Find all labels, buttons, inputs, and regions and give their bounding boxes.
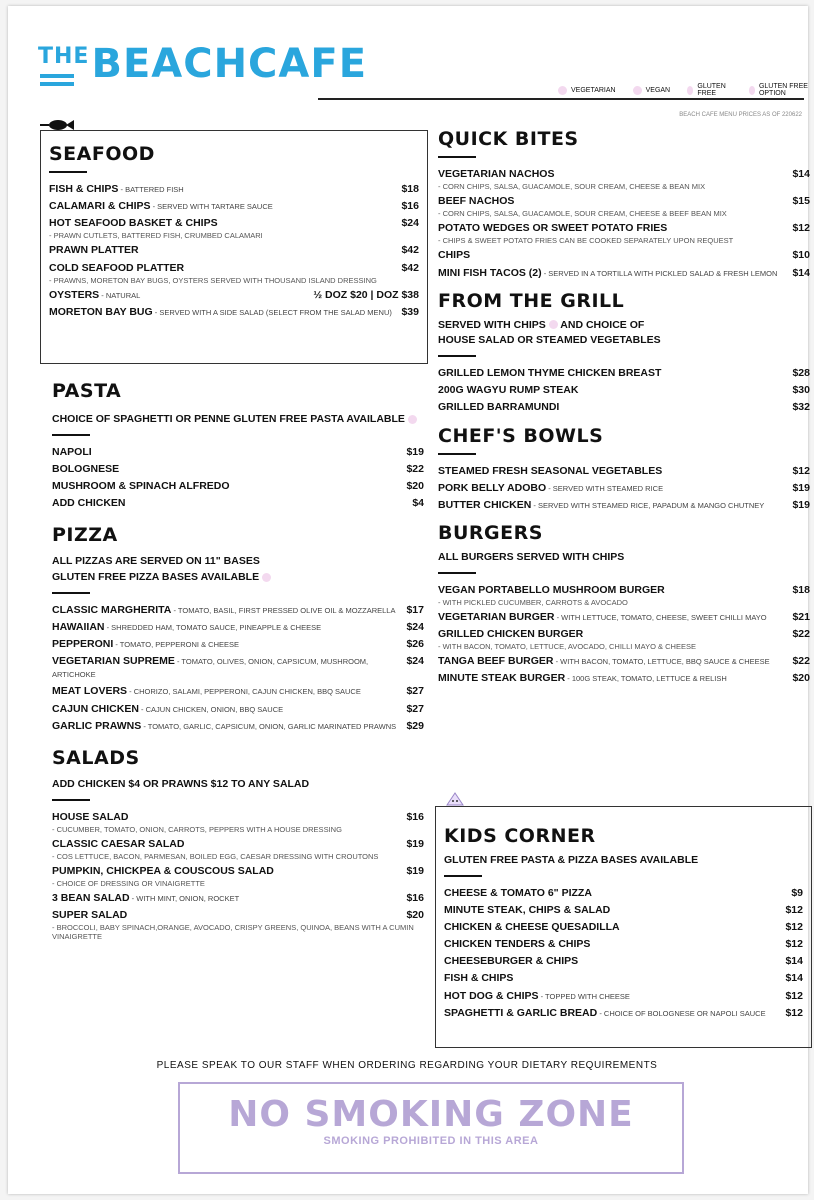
legend-vegetarian: VEGETARIAN: [555, 83, 616, 97]
menu-item: [438, 249, 810, 262]
item-name: HAWAIIAN: [52, 620, 105, 633]
item-name: PORK BELLY ADOBO: [438, 481, 547, 494]
quick-bites-list: [438, 168, 810, 280]
item-price: $19: [406, 837, 424, 850]
divider: [52, 434, 90, 436]
item-price: $16: [406, 891, 424, 904]
dietary-legend: [555, 83, 814, 97]
menu-item: [52, 865, 424, 888]
menu-item: [49, 262, 419, 285]
item-name: HOUSE SALAD: [52, 810, 129, 823]
item-price: $17: [406, 603, 424, 616]
pizza-list: [52, 604, 424, 733]
seafood-section: [40, 130, 428, 364]
item-description: - WITH LETTUCE, TOMATO, CHEESE, SWEET CHILLI MAYO: [554, 612, 767, 622]
divider: [444, 875, 482, 877]
item-price: $27: [406, 685, 424, 698]
item-name: BEEF NACHOS: [438, 195, 515, 208]
pasta-list: [52, 446, 424, 511]
menu-item: [49, 183, 419, 196]
menu-item: [52, 638, 424, 651]
item-description: - CAJUN CHICKEN, ONION, BBQ SAUCE: [138, 704, 284, 714]
item-description: - SERVED IN A TORTILLA WITH PICKLED SALAD & FRESH LEMON: [541, 268, 778, 278]
item-name: COLD SEAFOOD PLATTER: [49, 261, 185, 274]
item-price: $22: [406, 462, 424, 475]
divider: [52, 592, 90, 594]
menu-item: [438, 465, 810, 478]
vegetarian-dot-icon: [558, 86, 567, 95]
item-name: MINI FISH TACOS (2): [438, 266, 542, 279]
item-name: BOLOGNESE: [52, 462, 120, 475]
item-name: MINUTE STEAK, CHIPS & SALAD: [444, 903, 611, 916]
kids-section: [435, 806, 812, 1048]
item-name: OYSTERS: [49, 288, 100, 301]
item-price: $24: [406, 620, 424, 633]
item-subtext: - COS LETTUCE, BACON, PARMESAN, BOILED EGG, CAESAR DRESSING WITH CROUTONS: [52, 851, 379, 861]
item-price: $22: [792, 655, 810, 667]
item-description: - SERVED WITH STEAMED RICE: [546, 483, 664, 493]
item-description: - SERVED WITH A SIDE SALAD (SELECT FROM THE SALAD MENU): [152, 307, 392, 317]
menu-item: [438, 222, 810, 245]
menu-item: [444, 1007, 803, 1020]
item-price: $14: [792, 266, 810, 279]
item-name: SUPER SALAD: [52, 909, 128, 921]
item-name: VEGETARIAN BURGER: [438, 610, 555, 623]
kids-list: [444, 887, 803, 1020]
menu-item: [438, 367, 810, 380]
legend-gluten-free: GLUTEN FREE: [684, 83, 731, 97]
item-description: - CHOICE OF BOLOGNESE OR NAPOLI SAUCE: [597, 1008, 766, 1018]
menu-item: [52, 480, 424, 493]
item-price: ½ DOZ $20 | DOZ $38: [313, 288, 419, 301]
menu-item: [52, 892, 424, 905]
item-description: - SHREDDED HAM, TOMATO SAUCE, PINEAPPLE & CHEESE: [104, 622, 322, 632]
item-name: 200G WAGYU RUMP STEAK: [438, 384, 579, 397]
menu-item: [52, 604, 424, 617]
item-subtext: - WITH PICKLED CUCUMBER, CARROTS & AVOCADO: [438, 597, 628, 607]
bowls-title: CHEF'S BOWLS: [438, 424, 604, 447]
menu-item: [52, 497, 424, 510]
salads-list: [52, 811, 424, 942]
item-subtext: - CHOICE OF DRESSING OR VINAIGRETTE: [52, 878, 205, 888]
item-name: CLASSIC MARGHERITA: [52, 603, 172, 616]
item-subtext: - CORN CHIPS, SALSA, GUACAMOLE, SOUR CREAM, CHEESE & BEEF BEAN MIX: [438, 209, 727, 219]
no-smoking-subtitle: SMOKING PROHIBITED IN THIS AREA: [323, 1135, 539, 1147]
item-price: $19: [406, 445, 424, 458]
item-price: $32: [792, 401, 810, 414]
divider: [438, 156, 476, 158]
divider: [438, 453, 476, 455]
item-description: - TOMATO, OLIVES, ONION, CAPSICUM, MUSHROOM, ARTICHOKE: [52, 657, 369, 680]
item-price: $19: [792, 498, 810, 511]
item-price: $15: [792, 195, 810, 208]
dietary-note: PLEASE SPEAK TO OUR STAFF WHEN ORDERING REGARDING YOUR DIETARY REQUIREMENTS: [156, 1060, 658, 1071]
header-rule: [318, 98, 804, 100]
item-name: CAJUN CHICKEN: [52, 702, 139, 715]
item-name: POTATO WEDGES OR SWEET POTATO FRIES: [438, 222, 668, 235]
item-price: $29: [406, 719, 424, 732]
menu-item: [438, 482, 810, 495]
item-price: $39: [401, 305, 419, 318]
menu-item: [52, 463, 424, 476]
item-price: $12: [792, 222, 810, 235]
price-note: BEACH CAFE MENU PRICES AS OF 220622: [679, 112, 802, 118]
menu-item: [52, 811, 424, 834]
item-subtext: - CUCUMBER, TOMATO, ONION, CARROTS, PEPPERS WITH A HOUSE DRESSING: [52, 824, 342, 834]
quick-bites-title: QUICK BITES: [438, 128, 579, 150]
item-price: $42: [401, 261, 419, 274]
item-price: $10: [792, 249, 810, 262]
item-name: MEAT LOVERS: [52, 685, 128, 698]
item-name: GARLIC PRAWNS: [52, 719, 142, 732]
pasta-title: PASTA: [52, 380, 122, 402]
menu-item: [438, 499, 810, 512]
kids-intro: GLUTEN FREE PASTA & PIZZA BASES AVAILABLE: [444, 854, 699, 866]
item-price: $12: [785, 989, 803, 1002]
item-price: $27: [406, 702, 424, 715]
menu-item: [444, 887, 803, 900]
item-name: GRILLED LEMON THYME CHICKEN BREAST: [438, 367, 662, 380]
item-price: $14: [792, 168, 810, 180]
item-name: HOT DOG & CHIPS: [444, 989, 539, 1002]
item-price: $18: [401, 183, 419, 195]
menu-item: [49, 244, 419, 257]
item-name: FISH & CHIPS: [49, 183, 119, 195]
menu-item: [438, 384, 810, 397]
item-price: $9: [791, 886, 803, 899]
item-price: $30: [792, 384, 810, 397]
menu-item: [444, 938, 803, 951]
item-name: CHICKEN TENDERS & CHIPS: [444, 938, 591, 951]
item-name: MUSHROOM & SPINACH ALFREDO: [52, 480, 230, 492]
item-price: $12: [785, 903, 803, 916]
item-price: $12: [785, 1006, 803, 1019]
item-subtext: - BROCCOLI, BABY SPINACH,ORANGE, AVOCADO, CRISPY GREENS, QUINOA, BEANS WITH A CUMIN VINAIGRETTE: [52, 923, 414, 942]
item-name: CALAMARI & CHIPS: [49, 200, 151, 213]
menu-item: [444, 972, 803, 985]
item-description: - SERVED WITH STEAMED RICE, PAPADUM & MANGO CHUTNEY: [531, 500, 765, 510]
item-description: - TOPPED WITH CHEESE: [538, 991, 630, 1001]
pizza-title: PIZZA: [52, 524, 118, 547]
grill-title: FROM THE GRILL: [438, 289, 625, 312]
item-price: $20: [406, 909, 424, 921]
item-name: PRAWN PLATTER: [49, 244, 139, 257]
menu-item: [52, 621, 424, 634]
menu-item: [444, 921, 803, 934]
item-description: - 100G STEAK, TOMATO, LETTUCE & RELISH: [565, 674, 727, 684]
item-price: $21: [792, 610, 810, 623]
item-name: CHIPS: [438, 249, 471, 262]
menu-item: [444, 990, 803, 1003]
burgers-intro: ALL BURGERS SERVED WITH CHIPS: [438, 550, 625, 563]
item-subtext: - CHIPS & SWEET POTATO FRIES CAN BE COOKED SEPARATELY UPON REQUEST: [438, 236, 734, 246]
menu-item: [49, 289, 419, 302]
divider: [52, 799, 90, 801]
item-price: $14: [785, 972, 803, 985]
item-name: CHEESEBURGER & CHIPS: [444, 955, 579, 968]
item-name: BUTTER CHICKEN: [438, 498, 532, 511]
item-price: $24: [406, 655, 424, 668]
divider: [438, 572, 476, 574]
menu-item: [52, 655, 424, 681]
item-name: 3 BEAN SALAD: [52, 891, 130, 904]
divider: [438, 355, 476, 357]
item-description: - NATURAL: [99, 290, 141, 300]
gluten-free-option-dot-icon: [749, 86, 755, 95]
seafood-list: [49, 183, 419, 319]
item-name: TANGA BEEF BURGER: [438, 655, 554, 667]
item-name: PEPPERONI: [52, 638, 114, 650]
menu-item: [438, 611, 810, 624]
item-name: SPAGHETTI & GARLIC BREAD: [444, 1006, 598, 1019]
item-subtext: - CORN CHIPS, SALSA, GUACAMOLE, SOUR CREAM, CHEESE & BEAN MIX: [438, 182, 706, 192]
item-name: CHICKEN & CHEESE QUESADILLA: [444, 921, 620, 933]
item-description: - TOMATO, PEPPERONI & CHEESE: [113, 640, 240, 649]
item-subtext: - PRAWNS, MORETON BAY BUGS, OYSTERS SERVED WITH THOUSAND ISLAND DRESSING: [49, 275, 377, 285]
menu-item: [438, 672, 810, 685]
item-price: $18: [792, 583, 810, 596]
salads-title: SALADS: [52, 746, 140, 769]
item-name: FISH & CHIPS: [444, 972, 514, 985]
gluten-free-dot-icon: [687, 86, 693, 95]
logo: $^{THE}$BEACHCAFE: [38, 41, 368, 87]
item-price: $28: [792, 367, 810, 380]
vegan-dot-icon: [633, 86, 642, 95]
item-description: - SERVED WITH TARTARE SAUCE: [150, 202, 273, 212]
item-name: NAPOLI: [52, 445, 92, 458]
menu-item: [438, 195, 810, 218]
grill-intro: SERVED WITH CHIPS AND CHOICE OF HOUSE SALAD OR STEAMED VEGETABLES: [438, 318, 661, 347]
menu-item: [52, 446, 424, 459]
logo-bars: [40, 74, 74, 90]
menu-item: [52, 720, 424, 733]
right-column: [438, 128, 810, 689]
left-column: [52, 380, 424, 945]
burgers-list: [438, 584, 810, 686]
item-name: MINUTE STEAK BURGER: [438, 672, 566, 685]
pasta-intro: CHOICE OF SPAGHETTI OR PENNE GLUTEN FREE PASTA AVAILABLE: [52, 412, 424, 428]
item-description: - WITH BACON, TOMATO, LETTUCE, BBQ SAUCE & CHEESE: [553, 657, 770, 666]
bowls-list: [438, 465, 810, 512]
item-description: - WITH MINT, ONION, ROCKET: [129, 893, 240, 903]
item-name: ADD CHICKEN: [52, 497, 126, 510]
item-name: CHEESE & TOMATO 6" PIZZA: [444, 886, 592, 899]
item-price: $16: [401, 200, 419, 213]
menu-item: [52, 909, 424, 941]
item-price: $20: [406, 480, 424, 492]
seafood-title: SEAFOOD: [49, 143, 155, 165]
menu-item: [52, 838, 424, 861]
item-description: - TOMATO, BASIL, FIRST PRESSED OLIVE OIL & MOZZARELLA: [171, 605, 396, 615]
item-price: $12: [785, 921, 803, 933]
menu-item: [49, 200, 419, 213]
legend-vegan: VEGAN: [630, 83, 671, 97]
item-name: STEAMED FRESH SEASONAL VEGETABLES: [438, 464, 663, 477]
item-price: $26: [406, 638, 424, 650]
item-price: $42: [401, 244, 419, 257]
item-price: $4: [412, 497, 424, 510]
kids-title: KIDS CORNER: [444, 825, 596, 847]
item-price: $16: [406, 810, 424, 823]
item-name: CLASSIC CAESAR SALAD: [52, 837, 185, 850]
item-subtext: - WITH BACON, TOMATO, LETTUCE, AVOCADO, CHILLI MAYO & CHEESE: [438, 642, 696, 651]
item-name: GRILLED CHICKEN BURGER: [438, 627, 584, 640]
pizza-intro: ALL PIZZAS ARE SERVED ON 11" BASES GLUTEN FREE PIZZA BASES AVAILABLE: [52, 554, 424, 586]
salads-intro: ADD CHICKEN $4 OR PRAWNS $12 TO ANY SALAD: [52, 777, 310, 790]
item-price: $24: [401, 217, 419, 230]
item-price: $12: [792, 464, 810, 477]
menu-item: [49, 217, 419, 240]
item-name: GRILLED BARRAMUNDI: [438, 401, 560, 414]
item-price: $14: [785, 955, 803, 968]
menu-item: [438, 655, 810, 668]
grill-list: [438, 367, 810, 414]
item-price: $19: [792, 481, 810, 494]
item-price: $12: [785, 938, 803, 951]
menu-item: [438, 267, 810, 280]
item-name: VEGETARIAN NACHOS: [438, 168, 555, 180]
item-price: $22: [792, 627, 810, 640]
menu-item: [438, 168, 810, 191]
menu-item: [444, 904, 803, 917]
item-price: $20: [792, 672, 810, 685]
menu-item: [438, 584, 810, 607]
menu-item: [438, 628, 810, 651]
item-description: - BATTERED FISH: [118, 185, 184, 194]
item-description: - CHORIZO, SALAMI, PEPPERONI, CAJUN CHICKEN, BBQ SAUCE: [127, 687, 361, 697]
no-smoking-sign: [178, 1082, 684, 1174]
item-name: VEGETARIAN SUPREME: [52, 655, 175, 668]
item-name: MORETON BAY BUG: [49, 305, 153, 318]
item-name: VEGAN PORTABELLO MUSHROOM BURGER: [438, 583, 665, 596]
menu-item: [444, 955, 803, 968]
item-price: $19: [406, 864, 424, 877]
item-name: HOT SEAFOOD BASKET & CHIPS: [49, 217, 218, 230]
no-smoking-title: NO SMOKING ZONE: [228, 1094, 634, 1135]
menu-item: [49, 306, 419, 319]
legend-gluten-free-option: GLUTEN FREE OPTION: [746, 83, 814, 97]
divider: [49, 171, 87, 173]
item-description: - TOMATO, GARLIC, CAPSICUM, ONION, GARLIC MARINATED PRAWNS: [141, 721, 397, 731]
menu-item: [438, 401, 810, 414]
burgers-title: BURGERS: [438, 521, 543, 544]
item-name: PUMPKIN, CHICKPEA & COUSCOUS SALAD: [52, 864, 274, 877]
item-subtext: - PRAWN CUTLETS, BATTERED FISH, CRUMBED CALAMARI: [49, 231, 263, 241]
menu-item: [52, 685, 424, 698]
menu-item: [52, 703, 424, 716]
